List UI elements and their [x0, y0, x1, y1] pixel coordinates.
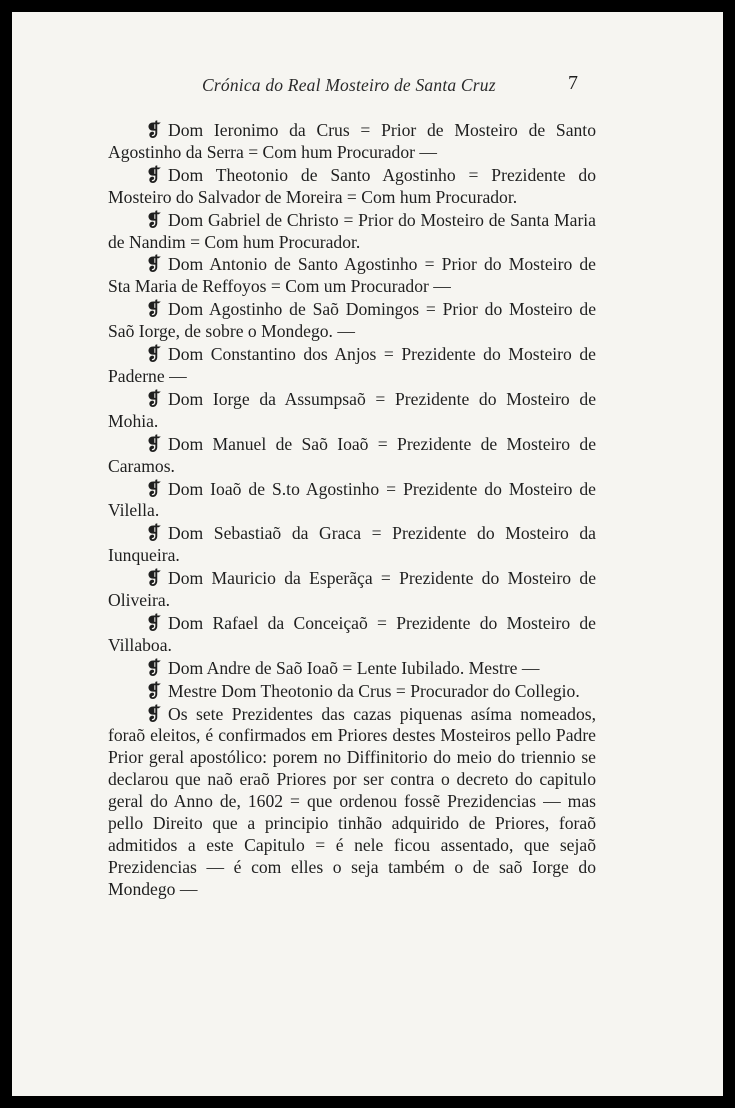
pilcrow-icon: ❡: [146, 388, 162, 410]
list-item: [108, 299, 596, 343]
entry-text: Dom Iorge da Assumpsaõ = Prezidente do Mosteiro de Mohia.: [108, 388, 596, 431]
pilcrow-icon: ❡: [146, 120, 162, 141]
pilcrow-icon: ❡: [146, 612, 162, 634]
pilcrow-icon: ❡: [146, 680, 162, 702]
paragraph-text: Os sete Prezidentes das cazas piquenas asíma nomeados, foraõ eleitos, é confirmados em Priores destes Mosteiros pello Padre Prior geral apostólico: porem no Diffinitorio do meio do triennio se declarou que naõ eraõ Priores por ser contra o decreto do capitulo geral do Anno de, 1602 = que ordenou fossẽ Prezidencias — mas pello Direito que a principio tinhão adquirido de Priores, foraõ admitidos a este Capitulo = é nele ficou assentado, que sejaõ Prezidencias — é com elles o seja também o de saõ Iorge do Mondego —: [108, 703, 596, 899]
body-text: [108, 120, 596, 902]
pilcrow-icon: ❡: [146, 568, 162, 590]
pilcrow-icon: ❡: [146, 299, 162, 321]
entry-text: Dom Ieronimo da Crus = Prior de Mosteiro de Santo Agostinho da Serra = Com hum Procurador —: [108, 120, 596, 162]
list-item: [108, 658, 596, 680]
list-item: [108, 613, 596, 657]
page-header: [12, 72, 723, 102]
entry-text: Dom Andre de Saõ Ioaõ = Lente Iubilado. Mestre —: [168, 657, 540, 678]
page-number: 7: [568, 72, 578, 94]
pilcrow-icon: ❡: [146, 209, 162, 231]
list-item: [108, 389, 596, 433]
list-item: [108, 523, 596, 567]
entry-text: Dom Constantino dos Anjos = Prezidente do Mosteiro de Paderne —: [108, 344, 596, 386]
pilcrow-icon: ❡: [146, 254, 162, 276]
pilcrow-icon: ❡: [146, 478, 162, 500]
entry-text: Mestre Dom Theotonio da Crus = Procurador do Collegio.: [168, 680, 580, 701]
pilcrow-icon: ❡: [146, 344, 162, 366]
pilcrow-icon: ❡: [146, 433, 162, 455]
entry-text: Dom Manuel de Saõ Ioaõ = Prezidente de Mosteiro de Caramos.: [108, 433, 596, 476]
entry-text: Dom Ioaõ de S.to Agostinho = Prezidente do Mosteiro de Vilella.: [108, 478, 596, 521]
list-item: [108, 120, 596, 164]
list-item: [108, 165, 596, 209]
entry-text: Dom Gabriel de Christo = Prior do Mosteiro de Santa Maria de Nandim = Com hum Procurador.: [108, 209, 596, 252]
entry-text: Dom Theotonio de Santo Agostinho = Prezidente do Mosteiro do Salvador de Moreira = Com hum Procurador.: [108, 164, 596, 207]
list-item: [108, 681, 596, 703]
pilcrow-icon: ❡: [146, 657, 162, 679]
pilcrow-icon: ❡: [146, 523, 162, 545]
list-item: [108, 344, 596, 388]
list-item: [108, 254, 596, 298]
entry-text: Dom Sebastiaõ da Graca = Prezidente do Mosteiro da Iunqueira.: [108, 523, 596, 566]
running-title: Crónica do Real Mosteiro de Santa Cruz: [202, 75, 496, 95]
list-item: [108, 568, 596, 612]
list-item: [108, 479, 596, 523]
list-item: [108, 434, 596, 478]
pilcrow-icon: ❡: [146, 164, 162, 186]
pilcrow-icon: ❡: [146, 703, 162, 725]
list-item: [108, 210, 596, 254]
entry-text: Dom Mauricio da Esperãça = Prezidente do Mosteiro de Oliveira.: [108, 568, 596, 611]
entry-text: Dom Rafael da Conceiçaõ = Prezidente do Mosteiro de Villaboa.: [108, 612, 596, 655]
entry-text: Dom Antonio de Santo Agostinho = Prior do Mosteiro de Sta Maria de Reffoyos = Com um Procurador —: [108, 254, 596, 297]
entry-text: Dom Agostinho de Saõ Domingos = Prior do Mosteiro de Saõ Iorge, de sobre o Mondego. —: [108, 299, 596, 342]
book-page: [12, 12, 723, 1096]
paragraph: [108, 704, 596, 901]
